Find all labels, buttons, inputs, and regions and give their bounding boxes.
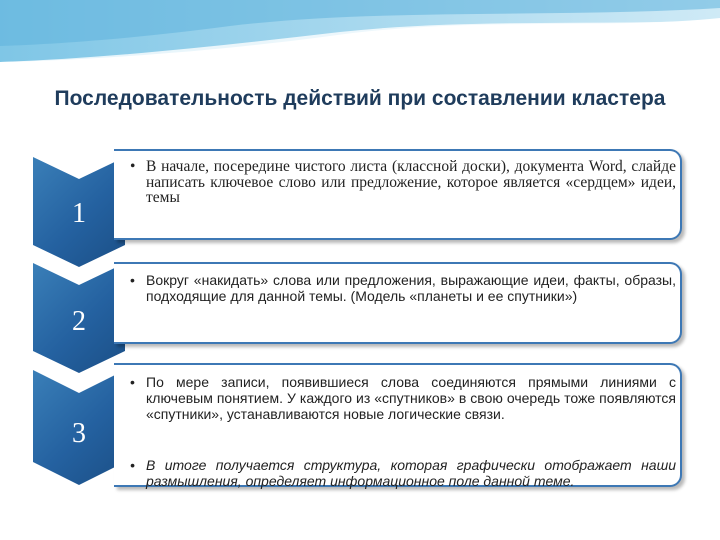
step-3-bullet-2: • В итоге получается структура, которая графически отображает наши размышления, определяет информационное поле данной теме. <box>128 457 676 489</box>
step-3-bullet-1: • По мере записи, появившиеся слова соединяются прямыми линиями с ключевым понятием. У каждого из «спутников» в свою очередь тоже появляются «спутники», устанавливаются новые логические связи. <box>128 374 676 422</box>
step-3-number: 3 <box>72 418 86 449</box>
header-wave-decoration <box>0 0 720 70</box>
step-2-bullet: • Вокруг «накидать» слова или предложения, выражающие идеи, факты, образы, подходящие для данной темы. (Модель «планеты и ее спутники») <box>128 272 676 304</box>
step-2-number: 2 <box>72 306 86 337</box>
page-title: Последовательность действий при составлении кластера <box>54 87 666 110</box>
step-1-number: 1 <box>72 198 86 229</box>
step-1-bullet: • В начале, посередине чистого листа (классной доски), документа Word, слайде написать ключевое слово или предложение, которое является «сердцем» идеи, темы <box>128 159 676 206</box>
